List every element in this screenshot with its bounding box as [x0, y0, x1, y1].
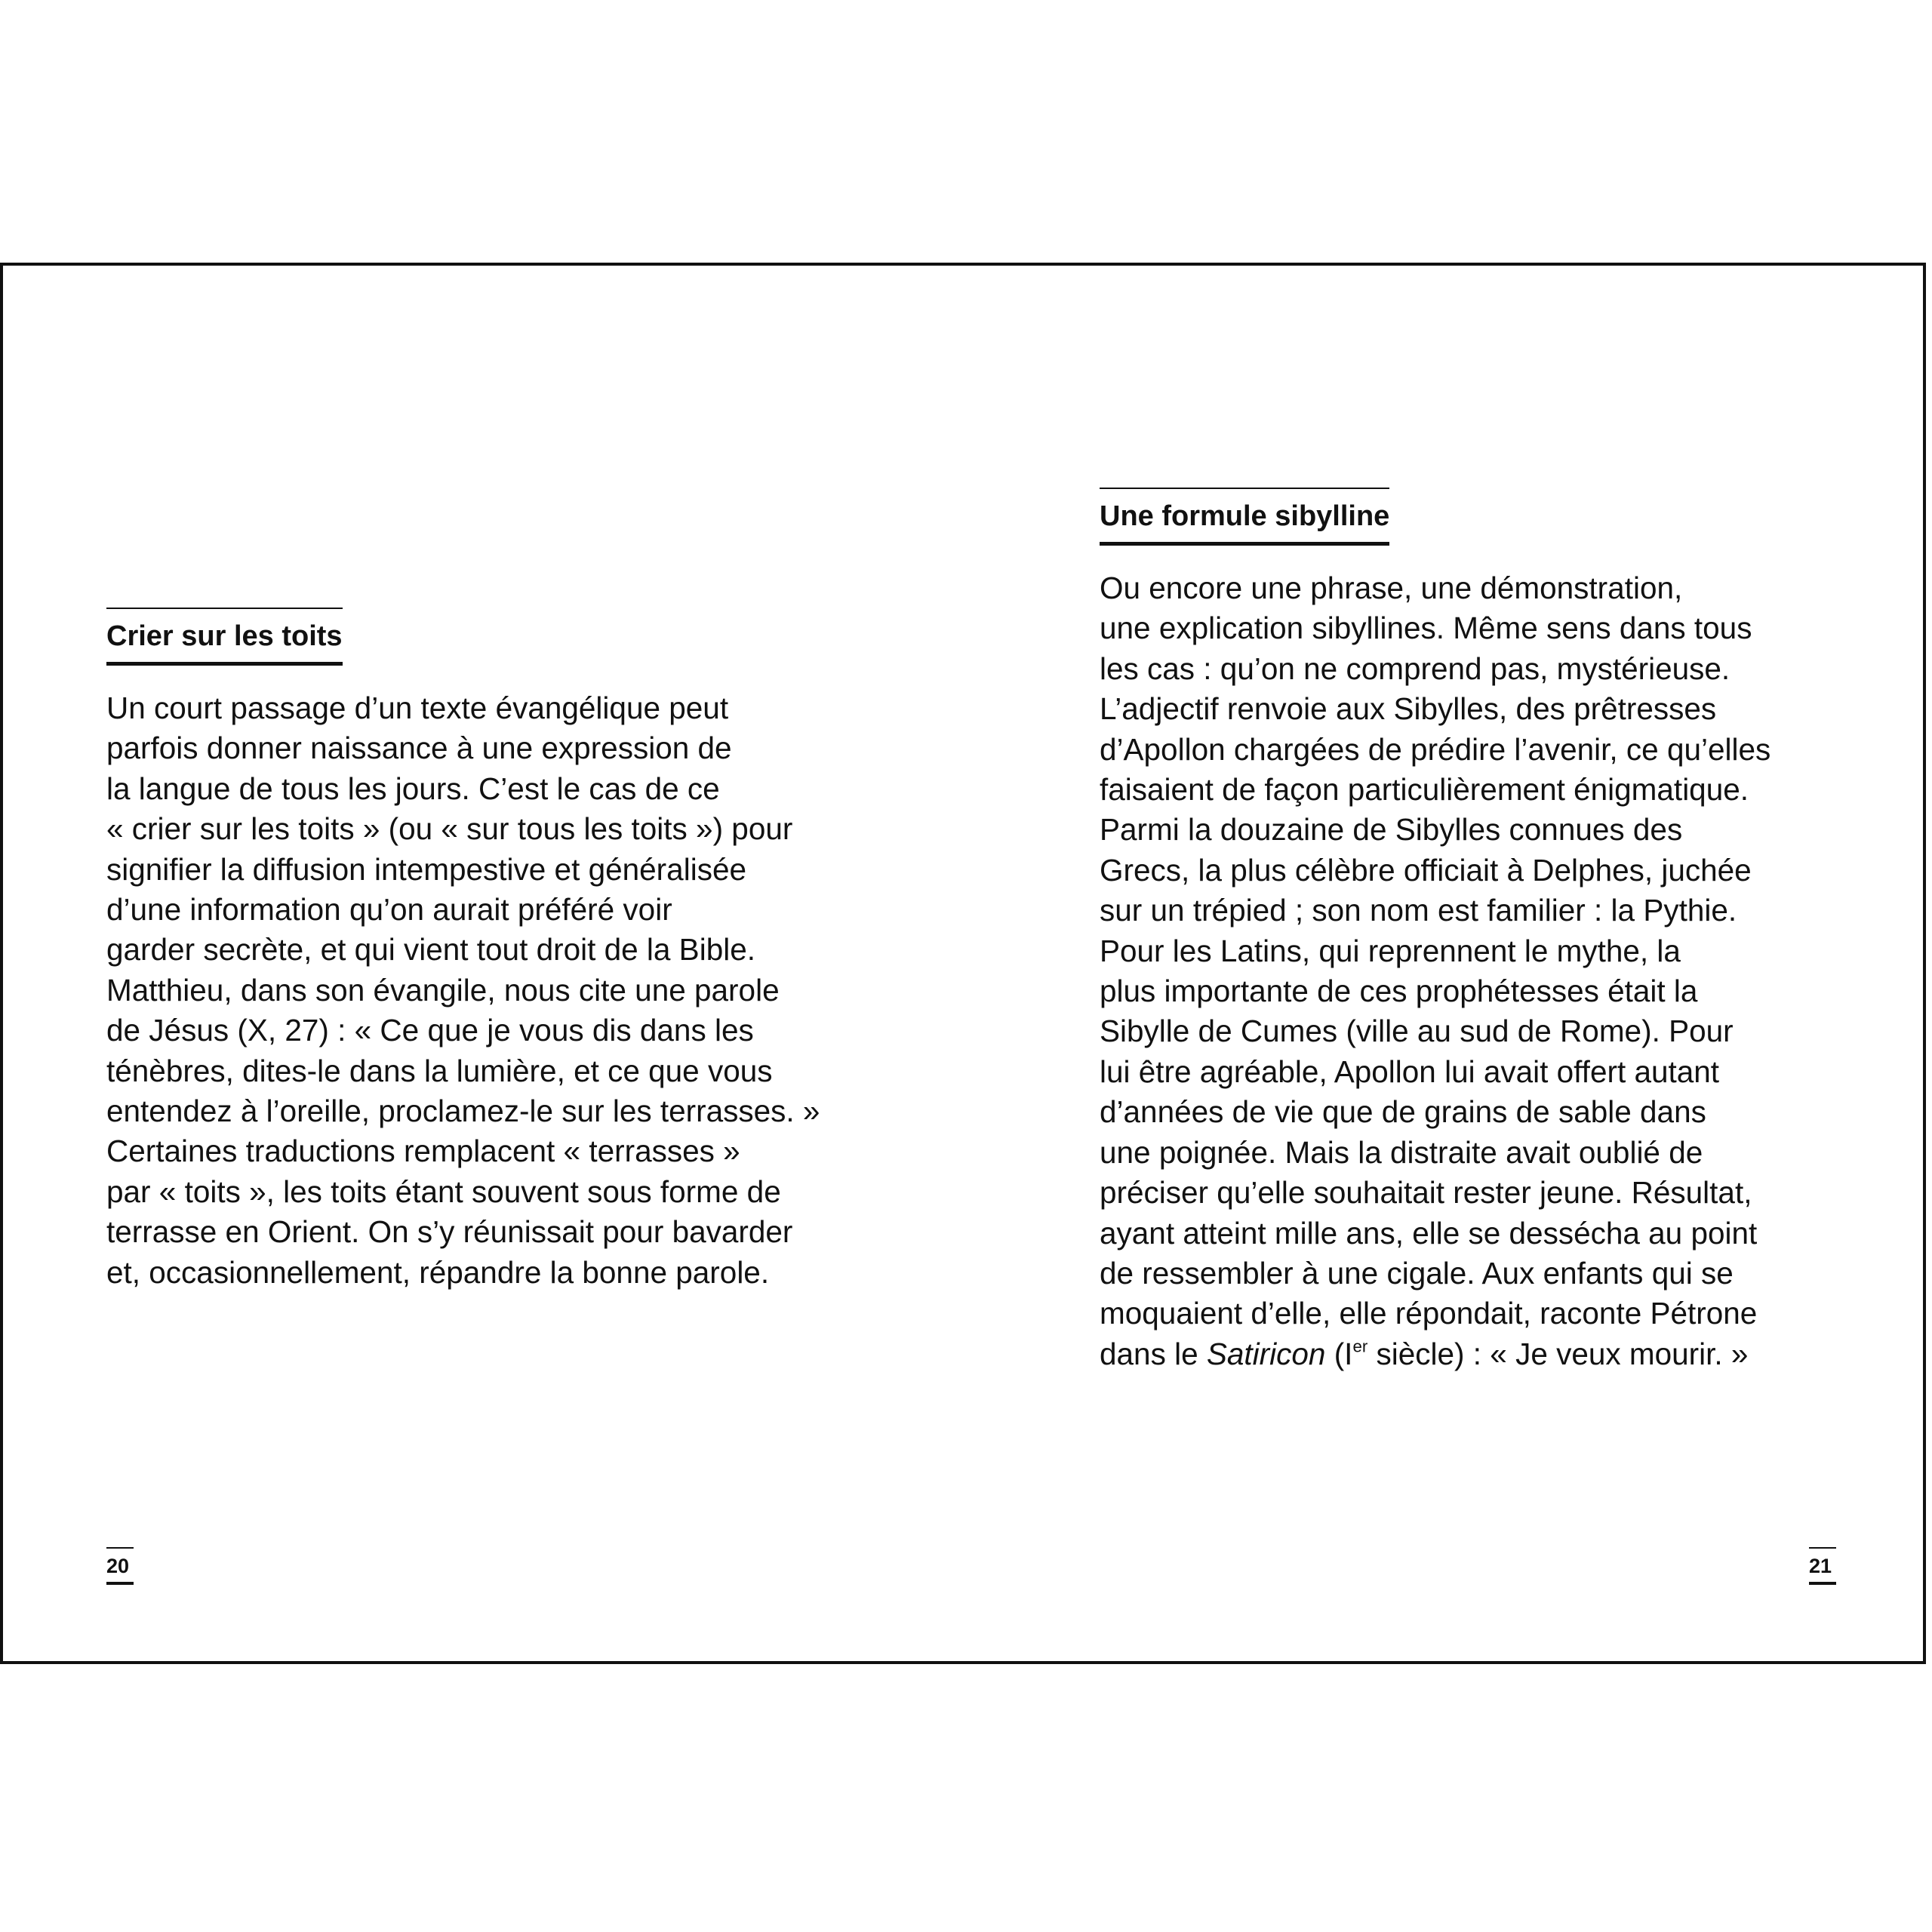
- text-line: Pour les Latins, qui reprennent le mythe, la: [1100, 933, 1681, 968]
- left-body-text: [106, 688, 861, 1293]
- folio-rule-top: [1809, 1547, 1836, 1549]
- text-line: ayant atteint mille ans, elle se dessécha au point: [1100, 1215, 1758, 1251]
- text-line: entendez à l’oreille, proclamez-le sur les terrasses. »: [106, 1094, 820, 1129]
- right-page-number: [1809, 1547, 1836, 1585]
- right-page: [966, 266, 1929, 1661]
- text-line: la langue de tous les jours. C’est le cas de ce: [106, 771, 720, 806]
- left-section-heading: Crier sur les toits: [106, 608, 343, 666]
- text-line: préciser qu’elle souhaitait rester jeune. Résultat,: [1100, 1175, 1752, 1211]
- folio-rule-bottom: [106, 1582, 134, 1585]
- text-line: d’une information qu’on aurait préféré voir: [106, 892, 672, 928]
- left-page: [3, 266, 966, 1661]
- text-line: une explication sibyllines. Même sens dans tous: [1100, 611, 1752, 646]
- left-page-number: [106, 1547, 134, 1585]
- text-line: parfois donner naissance à une expression de: [106, 731, 732, 766]
- right-section-heading: Une formule sibylline: [1100, 488, 1389, 546]
- text-line: garder secrète, et qui vient tout droit de la Bible.: [106, 932, 755, 968]
- text-line: Sibylle de Cumes (ville au sud de Rome). Pour: [1100, 1014, 1734, 1049]
- text-line: par « toits », les toits étant souvent sous forme de: [106, 1174, 781, 1209]
- folio-rule-bottom: [1809, 1582, 1836, 1585]
- text-line: de ressembler à une cigale. Aux enfants qui se: [1100, 1255, 1734, 1291]
- text-line: lui être agréable, Apollon lui avait offert autant: [1100, 1054, 1720, 1089]
- text-line: de Jésus (X, 27) : « Ce que je vous dis dans les: [106, 1013, 754, 1048]
- text-line: une poignée. Mais la distraite avait oublié de: [1100, 1134, 1703, 1170]
- text-line: Un court passage d’un texte évangélique peut: [106, 691, 729, 725]
- text-line: d’années de vie que de grains de sable dans: [1100, 1094, 1706, 1130]
- text-line: Ou encore une phrase, une démonstration,: [1100, 571, 1683, 605]
- page-number-text: 21: [1809, 1555, 1832, 1577]
- right-article: [1100, 488, 1854, 1374]
- text-line: sur un trépied ; son nom est familier : la Pythie.: [1100, 893, 1737, 928]
- text-line: plus importante de ces prophétesses était la: [1100, 974, 1698, 1009]
- text-segment: (I: [1325, 1336, 1353, 1371]
- text-line: terrasse en Orient. On s’y réunissait pour bavarder: [106, 1214, 793, 1250]
- text-segment: siècle) : « Je veux mourir. »: [1367, 1336, 1749, 1371]
- text-line: moquaient d’elle, elle répondait, raconte Pétrone: [1100, 1296, 1758, 1331]
- text-line: signifier la diffusion intempestive et généralisée: [106, 851, 746, 887]
- page-number-text: 20: [106, 1555, 130, 1577]
- left-article: [106, 608, 861, 1293]
- book-spread: [0, 263, 1926, 1664]
- right-body-text: [1100, 568, 1854, 1374]
- folio-rule-top: [106, 1547, 134, 1549]
- text-line: d’Apollon chargées de prédire l’avenir, ce qu’elles: [1100, 731, 1771, 767]
- text-segment: dans le: [1100, 1336, 1207, 1371]
- text-line: les cas : qu’on ne comprend pas, mystérieuse.: [1100, 651, 1730, 686]
- text-line-last: [1100, 1334, 1854, 1374]
- text-line: ténèbres, dites-le dans la lumière, et ce que vous: [106, 1053, 773, 1088]
- text-line: Grecs, la plus célèbre officiait à Delphes, juchée: [1100, 852, 1752, 888]
- text-line: faisaient de façon particulièrement énigmatique.: [1100, 772, 1749, 808]
- book-title: Satiricon: [1206, 1336, 1326, 1371]
- text-line: Certaines traductions remplacent « terrasses »: [106, 1134, 740, 1169]
- text-line: « crier sur les toits » (ou « sur tous les toits ») pour: [106, 811, 793, 847]
- text-line: et, occasionnellement, répandre la bonne parole.: [106, 1254, 770, 1290]
- text-line: Matthieu, dans son évangile, nous cite une parole: [106, 972, 780, 1008]
- superscript: er: [1352, 1337, 1368, 1356]
- text-line: L’adjectif renvoie aux Sibylles, des prêtresses: [1100, 691, 1717, 727]
- text-line: Parmi la douzaine de Sibylles connues des: [1100, 812, 1683, 848]
